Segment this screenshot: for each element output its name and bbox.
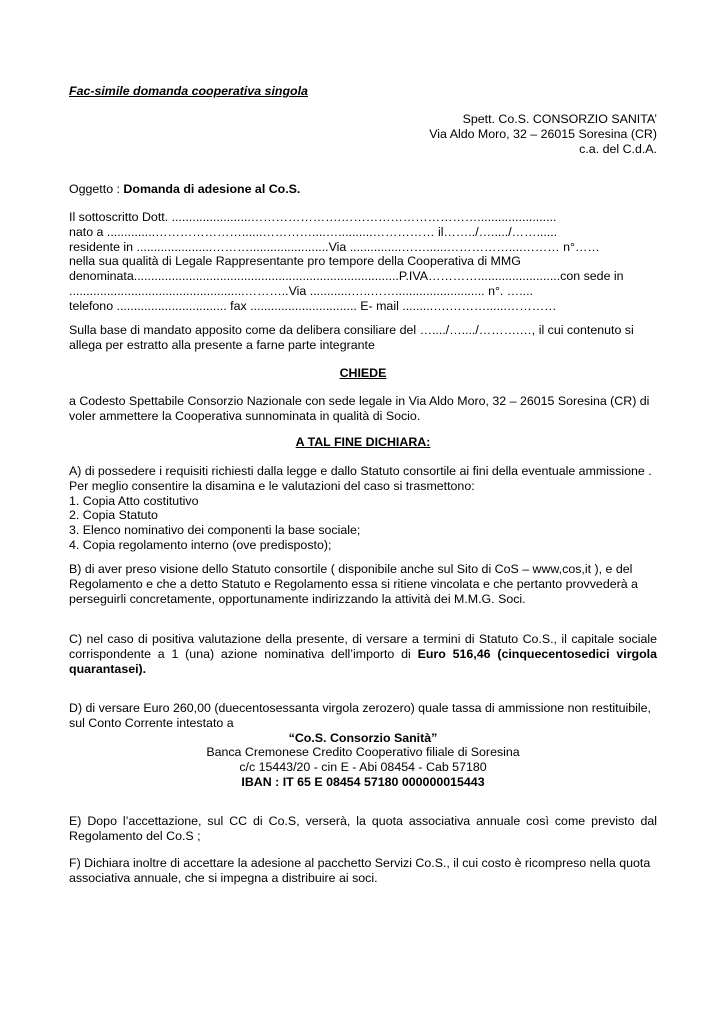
section-a-line: Per meglio consentire la disamina e le valutazioni del caso si trasmettono: <box>69 478 475 493</box>
list-item: 2. Copia Statuto <box>69 508 158 523</box>
chiede-heading: CHIEDE <box>339 366 387 380</box>
subject-line <box>69 182 657 197</box>
section-c-amount: Euro 516,46 (cinquecentosedici virgola <box>417 646 657 661</box>
chiede-paragraph <box>69 394 657 424</box>
subject-text: Domanda di adesione al Co.S. <box>123 182 301 196</box>
form-line: residente in ......................……….......................Via ...............……......……………....……… n°…… <box>69 239 600 254</box>
section-d-line: sul Conto Corrente intestato a <box>69 715 234 730</box>
iban: IBAN : IT 65 E 08454 57180 000000015443 <box>241 774 485 789</box>
bank-name: Banca Cremonese Credito Cooperativo filiale di Soresina <box>206 745 520 760</box>
list-item: 1. Copia Atto costitutivo <box>69 493 199 508</box>
section-b-line: B) di aver preso visione dello Statuto consortile ( disponibile anche sul Sito di CoS – www,cos,it ), e del <box>69 562 633 576</box>
applicant-form <box>69 210 657 314</box>
recipient-line: Spett. Co.S. CONSORZIO SANITA’ <box>462 112 657 126</box>
form-line: telefono ................................ fax ............................... E- mail .........….………......………… <box>69 298 557 313</box>
subject-label: Oggetto : <box>69 182 124 196</box>
bank-details <box>69 731 657 790</box>
form-line: denominata.............................................................................P.IVA…………........................con sede in <box>69 269 624 284</box>
section-f-line: F) Dichiara inoltre di accettare la adesione al pacchetto Servizi Co.S., il cui costo è ricompreso nella quota <box>69 856 651 870</box>
section-a <box>69 464 657 553</box>
section-f-line: associativa annuale, che si impegna a distribuire ai soci. <box>69 870 378 885</box>
paragraph-line: voler ammettere la Cooperativa sunnominata in qualità di Socio. <box>69 408 421 423</box>
section-c-text: corrispondente a 1 (una) azione nominativa dell’importo di <box>69 646 418 661</box>
section-b-line: perseguirli concretamente, opportunamente indirizzando la attività dei M.M.G. Soci. <box>69 591 526 606</box>
section-e-line: Regolamento del Co.S ; <box>69 828 201 843</box>
section-e-line: E) Dopo l’accettazione, sul CC di Co.S, verserà, la quota associativa annuale così come previsto dal <box>69 814 657 828</box>
mandate-paragraph <box>69 323 657 353</box>
paragraph-line: Sulla base di mandato apposito come da delibera consiliare del …..../…..../……….…, il cui contenuto si <box>69 323 634 337</box>
recipient-line: Via Aldo Moro, 32 – 26015 Soresina (CR) <box>429 126 657 141</box>
recipient-line: c.a. del C.d.A. <box>579 141 657 156</box>
document-title: Fac-simile domanda cooperativa singola <box>69 84 308 98</box>
section-e <box>69 814 657 844</box>
paragraph-line: allega per estratto alla presente a farne parte integrante <box>69 337 375 352</box>
bank-account-holder: “Co.S. Consorzio Sanità” <box>288 730 438 745</box>
section-b <box>69 562 657 606</box>
section-d <box>69 701 657 790</box>
form-line: Il sottoscritto Dott. .......................………………….……………………………....................... <box>69 210 557 224</box>
section-c-amount-end: quarantasei). <box>69 661 147 676</box>
form-line: nato a ..............…………………......…………....…..........…………… il……../…...../……...... <box>69 224 558 239</box>
section-c-line: C) nel caso di positiva valutazione della presente, di versare a termini di Statuto Co.S., il capitale sociale <box>69 632 657 646</box>
bank-account-codes: c/c 15443/20 - cin E - Abi 08454 - Cab 57180 <box>239 760 487 775</box>
recipient-address <box>69 112 657 156</box>
list-item: 4. Copia regolamento interno (ove predisposto); <box>69 537 332 552</box>
section-a-line: A) di possedere i requisiti richiesti dalla legge e dallo Statuto consortile ai fini della eventuale ammissione . <box>69 464 652 478</box>
section-c <box>69 632 657 676</box>
section-c-line <box>69 647 657 662</box>
form-line: ...................................................………..Via ............…..…….......................... n°. ….... <box>69 283 533 298</box>
section-f <box>69 856 657 886</box>
section-b-line: Regolamento e che a detto Statuto e Regolamento essa si ritiene vincolata e che pertanto provvederà a <box>69 576 638 591</box>
section-d-line: D) di versare Euro 260,00 (duecentosessanta virgola zerozero) quale tassa di ammissione non restituibile, <box>69 701 651 715</box>
form-line: nella sua qualità di Legale Rappresentante pro tempore della Cooperativa di MMG <box>69 254 521 269</box>
list-item: 3. Elenco nominativo dei componenti la base sociale; <box>69 523 361 538</box>
paragraph-line: a Codesto Spettabile Consorzio Nazionale con sede legale in Via Aldo Moro, 32 – 26015 Soresina (CR) di <box>69 394 650 408</box>
dichiara-heading: A TAL FINE DICHIARA: <box>295 435 431 449</box>
